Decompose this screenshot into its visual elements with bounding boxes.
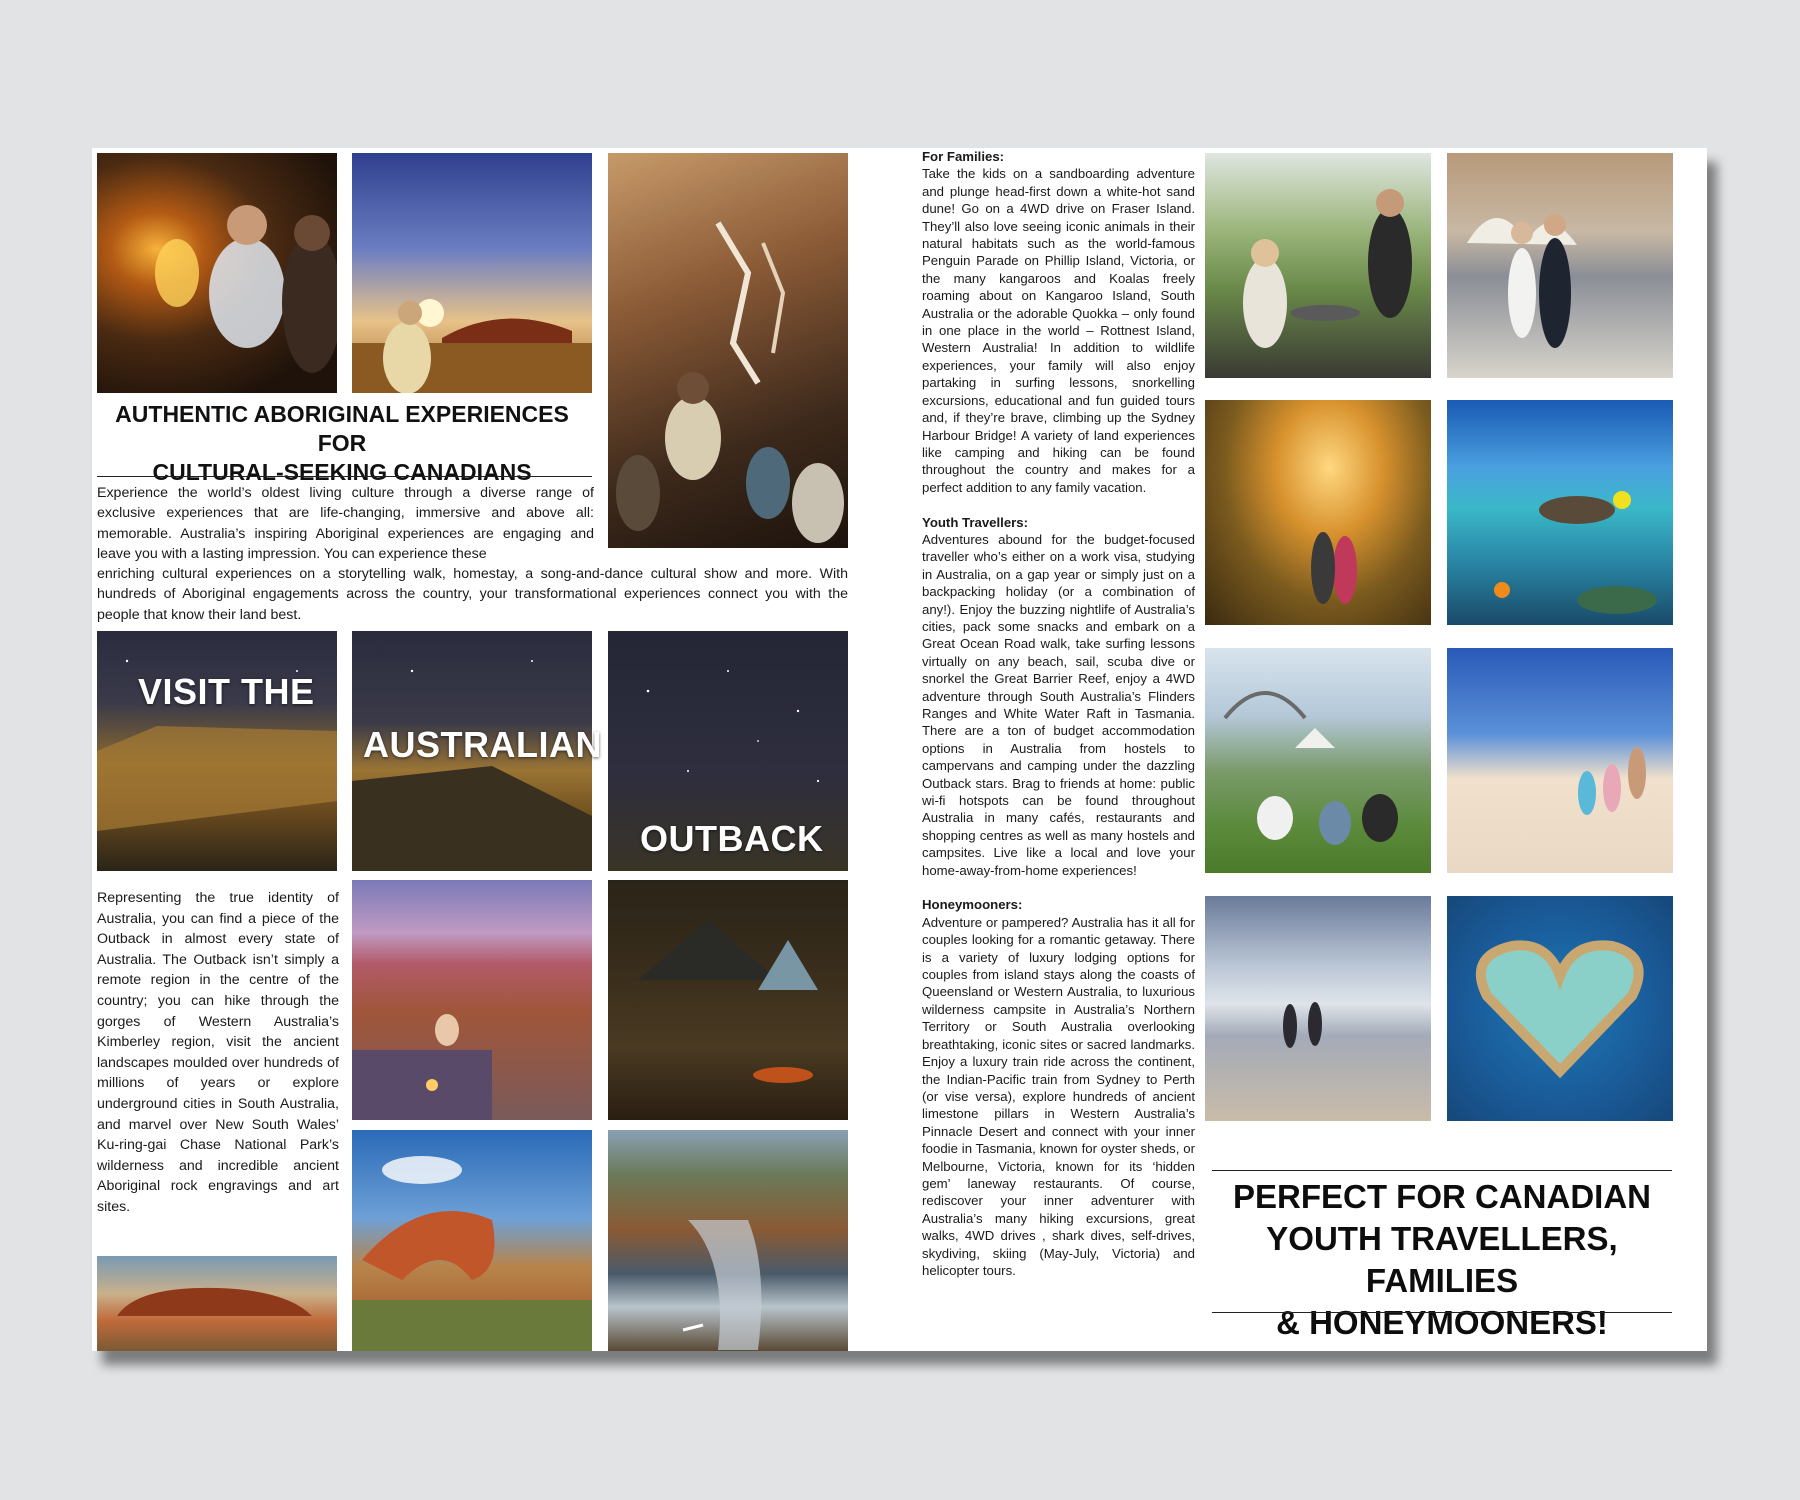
aboriginal-heading-line2: CULTURAL-SEEKING CANADIANS bbox=[152, 459, 532, 485]
photo-snorkelling-reef bbox=[1447, 400, 1673, 625]
aboriginal-heading bbox=[92, 400, 592, 487]
photo-couple-golden-walk bbox=[1205, 400, 1431, 625]
photo-uluru-woman-sunset bbox=[352, 153, 592, 393]
photo-beach-family bbox=[1447, 648, 1673, 873]
photo-uluru-panorama bbox=[97, 1256, 337, 1351]
honeymoon-title: Honeymooners: bbox=[922, 897, 1023, 913]
youth-text: Adventures abound for the budget-focused traveller who’s either on a work visa, studying in Australia, on a gap year or simply just on a backpacking holiday (or a combination of any!). Enjoy the buzzing nightlife of Australia’s cities, pack some snacks and embark on a Great Ocean Road walk, take surfing lessons virtually on any beach, sail, scuba dive or snorkel the Great Barrier Reef, enjoy a 4WD adventure through South Australia’s Flinders Ranges and White Water Raft in Tasmania. There are a ton of budget accommodation options in Australia from hostels to campervans and camping under the dazzling Outback stars. Brag to friends at home: public wi-fi hotspots can be found throughout Australia in many cafés, restaurants and shopping centres as well as many hostels and campsites. Live like a local and love your home-away-from-home experiences! bbox=[922, 531, 1195, 878]
outback-paragraph: Representing the true identity of Australia, you can find a piece of the Outback in almost every state of Australia. The Outback isn’t simply a remote region in the centre of the country; you can hike through the gorges of Western Australia’s Kimberley region, visit the ancient landscapes moulded over hundreds of millions of years or explore underground cities in South Australia, and marvel over New South Wales’ Ku-ring-gai Chase National Park’s wilderness and incredible ancient Aboriginal rock engravings and art sites. bbox=[97, 890, 339, 1215]
overlay-outback: OUTBACK bbox=[640, 818, 824, 859]
honeymoon-text: Adventure or pampered? Australia has it all for couples looking for a romantic getaway. There is a variety of luxury lodging options for couples from island stays along the coasts of Queensland or Western Australia, to luxurious wilderness campsite in Australia’s Northern Territory or South Australia overlooking breathtaking, iconic sites or sacred landmarks. Enjoy a luxury train ride across the continent, the Indian-Pacific train from Sydney to Perth (or vise versa), explore hundreds of ancient limestone pillars in Western Australia’s Pinnacle Desert and connect with your inner foodie in Tasmania, known for oyster sheds, or Melbourne, Victoria, known for its ‘hidden gem’ laneway restaurants. Of course, rediscover your inner adventurer with Australia’s many hiking excursions, great walks, 4WD drives , shark dives, self-drives, skydiving, skiing (May-July, Victoria) and helicopter tours. bbox=[922, 914, 1195, 1278]
photo-outback-camp-tent bbox=[608, 880, 848, 1120]
closing-rule-bottom bbox=[1212, 1312, 1672, 1313]
closing-heading-line1: PERFECT FOR CANADIAN bbox=[1233, 1178, 1651, 1215]
brochure-spread bbox=[92, 148, 1707, 1351]
photo-natures-window-kalbarri bbox=[352, 1130, 592, 1351]
aboriginal-intro-part1: Experience the world’s oldest living culture through a diverse range of exclusive experiences that are life-changing, immersive and above all: memorable. Australia’s inspiring Aboriginal experiences are engaging and leave you with a lasting impression. You can experience these bbox=[97, 485, 594, 562]
photo-surfers-sunset-beach bbox=[1205, 896, 1431, 1121]
families-title: For Families: bbox=[922, 149, 1005, 164]
overlay-australian: AUSTRALIAN bbox=[363, 724, 602, 765]
youth-title: Youth Travellers: bbox=[922, 514, 1029, 530]
aboriginal-heading-line1: AUTHENTIC ABORIGINAL EXPERIENCES FOR bbox=[115, 401, 569, 456]
photo-sydney-opera-house-couple bbox=[1447, 153, 1673, 378]
closing-heading-line3: & HONEYMOONERS! bbox=[1276, 1304, 1608, 1341]
closing-heading bbox=[1212, 1176, 1672, 1344]
photo-cave-rock-art-tour bbox=[608, 153, 848, 548]
photo-heart-reef-aerial bbox=[1447, 896, 1673, 1121]
photo-flinders-ranges-deck bbox=[352, 880, 592, 1120]
photo-sydney-harbour-picnic bbox=[1205, 648, 1431, 873]
photo-gorge-river-boat bbox=[608, 1130, 848, 1351]
closing-rule-top bbox=[1212, 1170, 1672, 1171]
aboriginal-intro-part2: enriching cultural experiences on a storytelling walk, homestay, a song-and-dance cultural show and more. With hundreds of Aboriginal engagements across the country, your transformational experiences connect you with the people that know their land best. bbox=[97, 566, 848, 623]
audience-text-column bbox=[922, 148, 1195, 1297]
photo-campfire-aboriginal-guide bbox=[97, 153, 337, 393]
heading-rule bbox=[97, 476, 592, 477]
closing-heading-line2: YOUTH TRAVELLERS, FAMILIES bbox=[1266, 1220, 1618, 1299]
photo-outback-cliff-night-1 bbox=[97, 631, 337, 871]
overlay-visit-the: VISIT THE bbox=[138, 671, 315, 712]
photo-vineyard-dining bbox=[1205, 153, 1431, 378]
families-text: Take the kids on a sandboarding adventure and plunge head-first down a white-hot sand dune! Go on a 4WD drive on Fraser Island. They’ll also love seeing iconic animals in their natural habitats such as the world-famous Penguin Parade on Phillip Island, Victoria, or the many kangaroos and Koalas freely roaming about on Kangaroo Island, South Australia or the adorable Quokka – only found in one place in the world – Rottnest Island, Western Australia! In addition to wildlife experiences, your family will also enjoy partaking in surfing lessons, snorkelling excursions, educational and fun guided tours and, if they’re brave, climbing up the Sydney Harbour Bridge! A variety of land experiences like camping and hiking can be found throughout the country and makes for a perfect addition to any family vacation. bbox=[922, 166, 1195, 495]
